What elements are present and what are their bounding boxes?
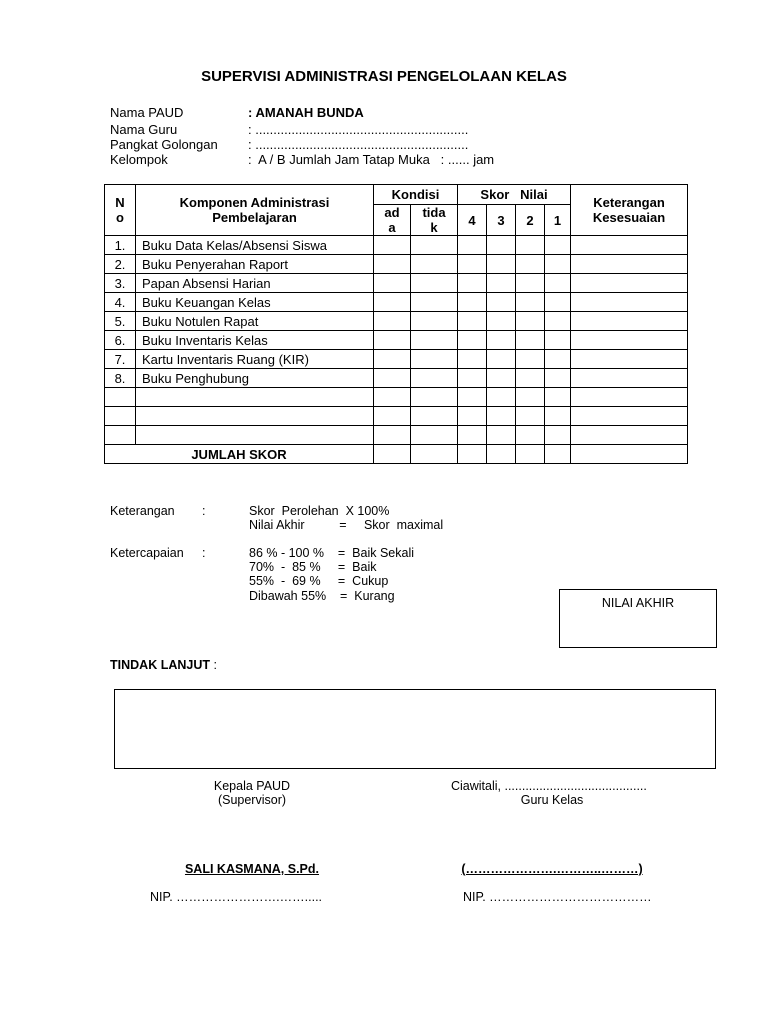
- table-row: [105, 350, 688, 369]
- cell-score-3[interactable]: [487, 331, 516, 350]
- table-row: [105, 331, 688, 350]
- kepala-paud-name: SALI KASMANA, S.Pd.: [184, 862, 320, 876]
- cell-score-4[interactable]: [458, 293, 487, 312]
- cell-tidak[interactable]: [411, 274, 458, 293]
- cell-score-3[interactable]: [487, 255, 516, 274]
- row-item: Papan Absensi Harian: [136, 274, 374, 293]
- keterangan-label: Keterangan: [110, 504, 175, 518]
- row-number: 8.: [105, 369, 136, 388]
- cell-score-4[interactable]: [458, 369, 487, 388]
- cell-tidak[interactable]: [411, 255, 458, 274]
- header-komponen: Komponen Administrasi Pembelajaran: [136, 185, 374, 236]
- kepala-paud-nip: NIP. …………………….…….....: [150, 890, 323, 904]
- cell-score-2[interactable]: [516, 274, 545, 293]
- info-value: : ...........................................................: [248, 137, 469, 152]
- cell-ada[interactable]: [374, 331, 411, 350]
- nilai-akhir-label: NILAI AKHIR: [601, 596, 675, 610]
- cell-ada[interactable]: [374, 369, 411, 388]
- cell-tidak[interactable]: [411, 350, 458, 369]
- row-number: 4.: [105, 293, 136, 312]
- header-kondisi: Kondisi: [374, 185, 458, 205]
- cell-score-2[interactable]: [516, 255, 545, 274]
- cell-score-1[interactable]: [545, 312, 571, 331]
- info-value: : ...........................................................: [248, 122, 469, 137]
- cell-ada[interactable]: [374, 350, 411, 369]
- table-row: [105, 255, 688, 274]
- cell-score-1[interactable]: [545, 274, 571, 293]
- cell-tidak[interactable]: [411, 293, 458, 312]
- cell-score-1[interactable]: [545, 331, 571, 350]
- ketercapaian-item: 55% - 69 % = Cukup: [249, 574, 389, 588]
- cell-score-1[interactable]: [545, 350, 571, 369]
- row-item: Buku Penghubung: [136, 369, 374, 388]
- cell-score-4[interactable]: [458, 255, 487, 274]
- cell-keterangan[interactable]: [571, 369, 688, 388]
- row-item: Buku Keuangan Kelas: [136, 293, 374, 312]
- page-title: SUPERVISI ADMINISTRASI PENGELOLAAN KELAS: [201, 68, 567, 85]
- cell-keterangan[interactable]: [571, 255, 688, 274]
- row-number: 1.: [105, 236, 136, 255]
- cell-tidak[interactable]: [411, 369, 458, 388]
- cell-ada[interactable]: [374, 293, 411, 312]
- ketercapaian-item: Dibawah 55% = Kurang: [249, 589, 395, 603]
- cell-keterangan[interactable]: [571, 236, 688, 255]
- cell-ada[interactable]: [374, 236, 411, 255]
- row-item: Kartu Inventaris Ruang (KIR): [136, 350, 374, 369]
- cell-score-1[interactable]: [545, 293, 571, 312]
- cell-tidak[interactable]: [411, 236, 458, 255]
- header-keterangan: Keterangan Kesesuaian: [571, 185, 688, 236]
- cell-score-4[interactable]: [458, 274, 487, 293]
- header-ada: ad a: [374, 205, 411, 236]
- table-row: [105, 236, 688, 255]
- info-label: Kelompok: [110, 152, 168, 167]
- header-skor-nilai: Skor Nilai: [458, 185, 571, 205]
- cell-score-1[interactable]: [545, 369, 571, 388]
- nilai-akhir-box[interactable]: [559, 589, 717, 648]
- cell-score-2[interactable]: [516, 369, 545, 388]
- header-tidak: tida k: [411, 205, 458, 236]
- info-row-kelompok: [0, 152, 768, 167]
- row-number: 7.: [105, 350, 136, 369]
- kepala-paud-title: Kepala PAUD (Supervisor): [213, 779, 291, 807]
- cell-score-2[interactable]: [516, 293, 545, 312]
- cell-score-3[interactable]: [487, 312, 516, 331]
- formula-line-2: Nilai Akhir = Skor maximal: [249, 518, 444, 532]
- table-row-empty: [105, 407, 688, 426]
- keterangan-colon: :: [202, 504, 206, 518]
- cell-score-1[interactable]: [545, 236, 571, 255]
- ketercapaian-label: Ketercapaian: [110, 546, 184, 560]
- info-label: Nama PAUD: [110, 105, 184, 120]
- cell-score-3[interactable]: [487, 369, 516, 388]
- header-no: N o: [105, 185, 136, 236]
- cell-score-4[interactable]: [458, 236, 487, 255]
- ciawitali-date: Ciawitali, .........................................: [451, 779, 647, 793]
- cell-score-1[interactable]: [545, 255, 571, 274]
- table-row-empty: [105, 426, 688, 445]
- info-value: : AMANAH BUNDA: [248, 105, 364, 120]
- table-row: [105, 312, 688, 331]
- jumlah-skor-row: [105, 445, 688, 464]
- info-label: Pangkat Golongan: [110, 137, 218, 152]
- cell-keterangan[interactable]: [571, 350, 688, 369]
- cell-ada[interactable]: [374, 274, 411, 293]
- cell-keterangan[interactable]: [571, 274, 688, 293]
- tindak-lanjut-box[interactable]: [114, 689, 716, 769]
- row-number: 3.: [105, 274, 136, 293]
- row-item: Buku Notulen Rapat: [136, 312, 374, 331]
- row-number: 6.: [105, 331, 136, 350]
- info-value: : A / B Jumlah Jam Tatap Muka : ...... jam: [248, 152, 495, 167]
- cell-score-3[interactable]: [487, 236, 516, 255]
- table-row: [105, 274, 688, 293]
- cell-keterangan[interactable]: [571, 331, 688, 350]
- cell-tidak[interactable]: [411, 331, 458, 350]
- formula-line-1: Skor Perolehan X 100%: [249, 504, 390, 518]
- cell-ada[interactable]: [374, 312, 411, 331]
- row-number: 2.: [105, 255, 136, 274]
- cell-score-2[interactable]: [516, 331, 545, 350]
- cell-keterangan[interactable]: [571, 312, 688, 331]
- table-row: [105, 369, 688, 388]
- cell-score-2[interactable]: [516, 236, 545, 255]
- cell-ada[interactable]: [374, 255, 411, 274]
- info-row-nama-guru: [0, 122, 768, 137]
- cell-score-3[interactable]: [487, 350, 516, 369]
- cell-score-4[interactable]: [458, 350, 487, 369]
- header-score-3: 3: [487, 205, 516, 236]
- row-item: Buku Inventaris Kelas: [136, 331, 374, 350]
- row-number: 5.: [105, 312, 136, 331]
- row-item: Buku Penyerahan Raport: [136, 255, 374, 274]
- guru-kelas-name: (………………….………..………): [461, 862, 643, 876]
- table-row: [105, 293, 688, 312]
- jumlah-skor-label: JUMLAH SKOR: [105, 445, 374, 464]
- cell-score-2[interactable]: [516, 312, 545, 331]
- cell-score-3[interactable]: [487, 274, 516, 293]
- cell-score-4[interactable]: [458, 312, 487, 331]
- cell-score-4[interactable]: [458, 331, 487, 350]
- tindak-lanjut-heading: TINDAK LANJUT :: [110, 658, 217, 672]
- cell-score-2[interactable]: [516, 350, 545, 369]
- header-score-1: 1: [545, 205, 571, 236]
- cell-tidak[interactable]: [411, 312, 458, 331]
- ketercapaian-item: 86 % - 100 % = Baik Sekali: [249, 546, 415, 560]
- header-score-2: 2: [516, 205, 545, 236]
- guru-kelas-nip: NIP. …………………………………: [463, 890, 652, 904]
- cell-score-3[interactable]: [487, 293, 516, 312]
- row-item: Buku Data Kelas/Absensi Siswa: [136, 236, 374, 255]
- table-row-empty: [105, 388, 688, 407]
- cell-keterangan[interactable]: [571, 293, 688, 312]
- info-row-nama-paud: [0, 105, 768, 120]
- header-score-4: 4: [458, 205, 487, 236]
- guru-kelas-title: Guru Kelas: [520, 793, 584, 807]
- header-row-1: [105, 185, 688, 205]
- ketercapaian-item: 70% - 85 % = Baik: [249, 560, 377, 574]
- supervision-table: [104, 184, 688, 464]
- ketercapaian-colon: :: [202, 546, 206, 560]
- info-row-pangkat: [0, 137, 768, 152]
- info-label: Nama Guru: [110, 122, 178, 137]
